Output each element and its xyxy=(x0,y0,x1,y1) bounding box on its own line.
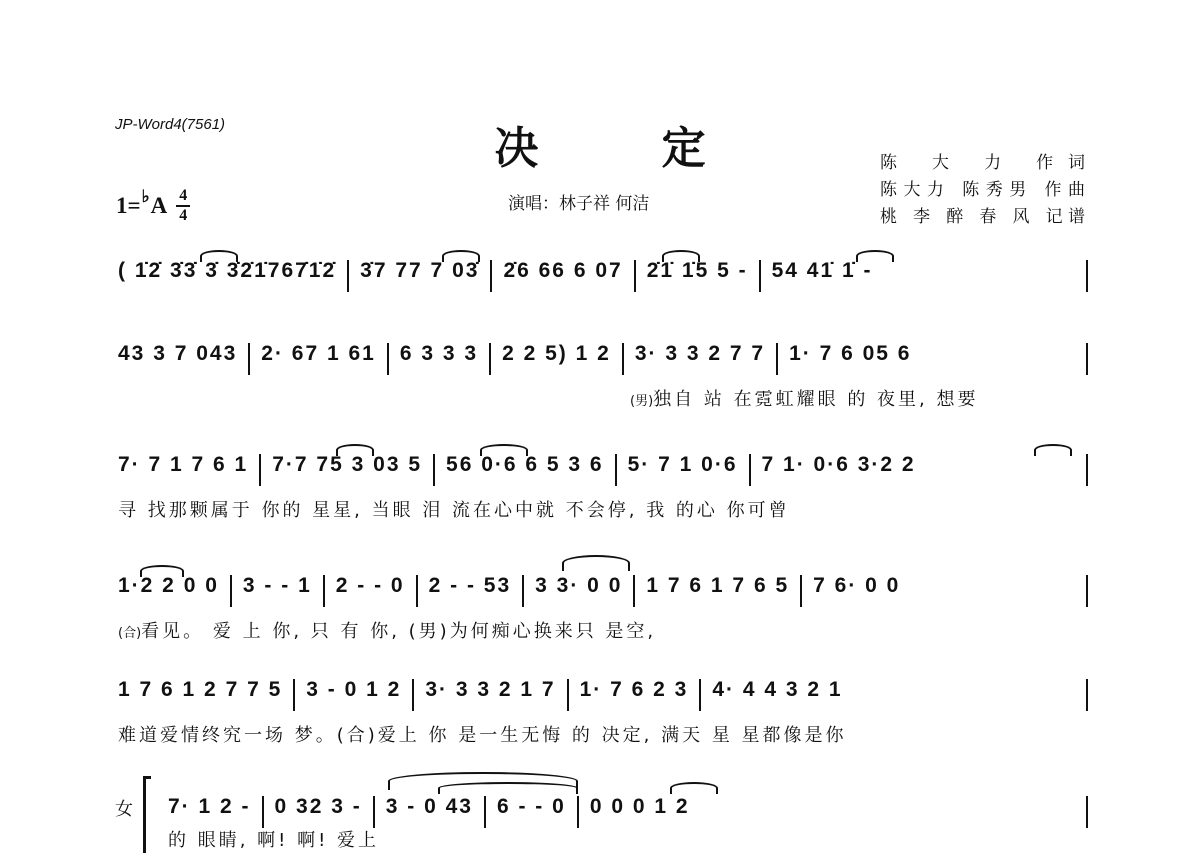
measure: 2 - - 0 xyxy=(335,574,405,597)
barline xyxy=(433,454,435,486)
barline xyxy=(633,575,635,607)
lyrics-row-3: 寻 找那颗属于 你的 星星, 当眼 泪 流在心中就 不会停, 我 的心 你可曾 xyxy=(118,500,790,521)
singer-credit: 演唱：林子祥 何洁 xyxy=(508,194,650,214)
measure: 1 7 6 1 2 7 7 5 xyxy=(118,678,283,701)
slur xyxy=(1034,444,1072,456)
barline xyxy=(577,796,579,828)
measure: 7· 1 2 - xyxy=(168,795,251,818)
barline xyxy=(522,575,524,607)
slur xyxy=(442,250,480,262)
barline xyxy=(230,575,232,607)
lyrics-row-4 xyxy=(118,617,1088,643)
time-top: 4 xyxy=(179,187,188,204)
credits xyxy=(880,150,1085,231)
staff-row-6 xyxy=(168,794,1088,851)
measure: 6 - - 0 xyxy=(496,795,566,818)
measure: 3̇7 77 7 03̇ xyxy=(360,259,480,282)
barline xyxy=(1086,260,1088,292)
measure: 1 7 6 1 7 6 5 xyxy=(646,574,790,597)
notes-row-1 xyxy=(118,260,1088,298)
system-brace xyxy=(143,776,151,853)
barline xyxy=(416,575,418,607)
barline xyxy=(749,454,751,486)
staff-row-3 xyxy=(118,452,1088,521)
notes-row-5 xyxy=(118,679,1088,717)
voice-marker: (合) xyxy=(118,626,142,641)
notes-row-4 xyxy=(118,575,1088,613)
measure: 2 - - 53 xyxy=(428,574,512,597)
time-signature xyxy=(176,188,190,224)
barline xyxy=(1086,454,1088,486)
barline xyxy=(387,343,389,375)
barline xyxy=(622,343,624,375)
measure: ( 1̇2̇ 3̇3̇ 3̇ 3̇2̇1̇767̇1̇2̇ xyxy=(118,259,337,282)
measure: 3 - 0 1 2 xyxy=(306,678,402,701)
slur xyxy=(140,565,184,577)
slur xyxy=(856,250,894,262)
measure: 4· 4 4 3 2 1 xyxy=(712,678,843,701)
measure: 7 1· 0·6 3·2 2 xyxy=(761,453,916,476)
measure: 54 41̇ 1̇ - xyxy=(771,259,873,282)
measure: 2̇1̇ 1̇5 5 - xyxy=(646,259,748,282)
measure: 7· 7 1 7 6 1 xyxy=(118,453,249,476)
barline xyxy=(373,796,375,828)
measure: 3· 3 3 2 1 7 xyxy=(425,678,556,701)
composer-credit: 陈大力 陈秀男 作曲 xyxy=(880,180,1085,200)
staff-row-1 xyxy=(118,258,1088,300)
staff-row-2 xyxy=(118,341,1088,410)
barline xyxy=(259,454,261,486)
lyrics-text: 看见。 爱 上 你, 只 有 你, (男)为何痴心换来只 是空, xyxy=(141,621,657,642)
barline xyxy=(248,343,250,375)
barline xyxy=(1086,796,1088,828)
lyrics-row-5: 难道爱情终究一场 梦。(合)爱上 你 是一生无悔 的 决定, 满天 星 星都像是你 xyxy=(118,725,847,746)
voice-marker: (男) xyxy=(630,394,654,409)
barline xyxy=(262,796,264,828)
measure: 43 3 7 043 xyxy=(118,342,238,365)
barline xyxy=(484,796,486,828)
key-note: A xyxy=(150,193,168,218)
barline xyxy=(1086,575,1088,607)
barline xyxy=(759,260,761,292)
slur xyxy=(670,782,718,794)
tie xyxy=(562,555,630,571)
barline xyxy=(1086,343,1088,375)
time-bottom: 4 xyxy=(179,207,188,224)
barline xyxy=(634,260,636,292)
slur xyxy=(480,444,528,456)
measure: 2· 67 1 61 xyxy=(261,342,376,365)
staff-row-4 xyxy=(118,573,1088,642)
female-voice-label: 女 xyxy=(115,799,133,820)
barline xyxy=(489,343,491,375)
barline xyxy=(776,343,778,375)
measure: 3· 3 3 2 7 7 xyxy=(634,342,766,365)
notes-row-2 xyxy=(118,343,1088,381)
flat-symbol: ♭ xyxy=(141,187,150,206)
barline xyxy=(800,575,802,607)
measure: 3 - 0 43 xyxy=(385,795,473,818)
staff-row-5 xyxy=(118,677,1088,746)
key-prefix: 1= xyxy=(116,193,141,218)
notes-row-3 xyxy=(118,454,1088,492)
lyrics-row-2 xyxy=(630,385,1088,411)
measure: 2 2 5) 1 2 xyxy=(502,342,611,365)
slur xyxy=(662,250,700,262)
song-title: 决 定 xyxy=(494,123,760,174)
measure: 3 3· 0 0 xyxy=(535,574,623,597)
measure: 1·2 2 0 0 xyxy=(118,574,219,597)
measure: 1· 7 6 05 6 xyxy=(789,342,912,365)
measure: 6 3 3 3 xyxy=(399,342,479,365)
measure: 0 32 3 - xyxy=(274,795,362,818)
measure: 0 0 0 1 2 xyxy=(589,795,690,818)
barline xyxy=(615,454,617,486)
transcriber-credit: 桃 李 醉 春 风 记谱 xyxy=(880,207,1085,227)
lyrics-text: 独自 站 在霓虹耀眼 的 夜里, 想要 xyxy=(653,389,979,410)
barline xyxy=(412,679,414,711)
barline xyxy=(1086,679,1088,711)
measure: 1· 7 6 2 3 xyxy=(579,678,689,701)
barline xyxy=(567,679,569,711)
slur xyxy=(336,444,374,456)
barline xyxy=(323,575,325,607)
barline xyxy=(347,260,349,292)
measure: 2̇6 66 6 07 xyxy=(503,259,623,282)
measure: 56 0·6 6 5 3 6 xyxy=(446,453,604,476)
lyricist-credit: 陈 大 力 作词 xyxy=(880,153,1085,173)
slur xyxy=(438,782,578,794)
barline xyxy=(293,679,295,711)
measure: 7·7 75 3 03 5 xyxy=(272,453,423,476)
measure: 7 6· 0 0 xyxy=(813,574,901,597)
barline xyxy=(699,679,701,711)
slur xyxy=(200,250,238,262)
key-signature xyxy=(116,188,190,224)
software-version: JP-Word4(7561) xyxy=(115,116,226,133)
measure: 3 - - 1 xyxy=(242,574,312,597)
measure: 5· 7 1 0·6 xyxy=(627,453,738,476)
barline xyxy=(490,260,492,292)
lyrics-row-6: 的 眼睛, 啊! 啊! 爱上 xyxy=(168,830,380,851)
